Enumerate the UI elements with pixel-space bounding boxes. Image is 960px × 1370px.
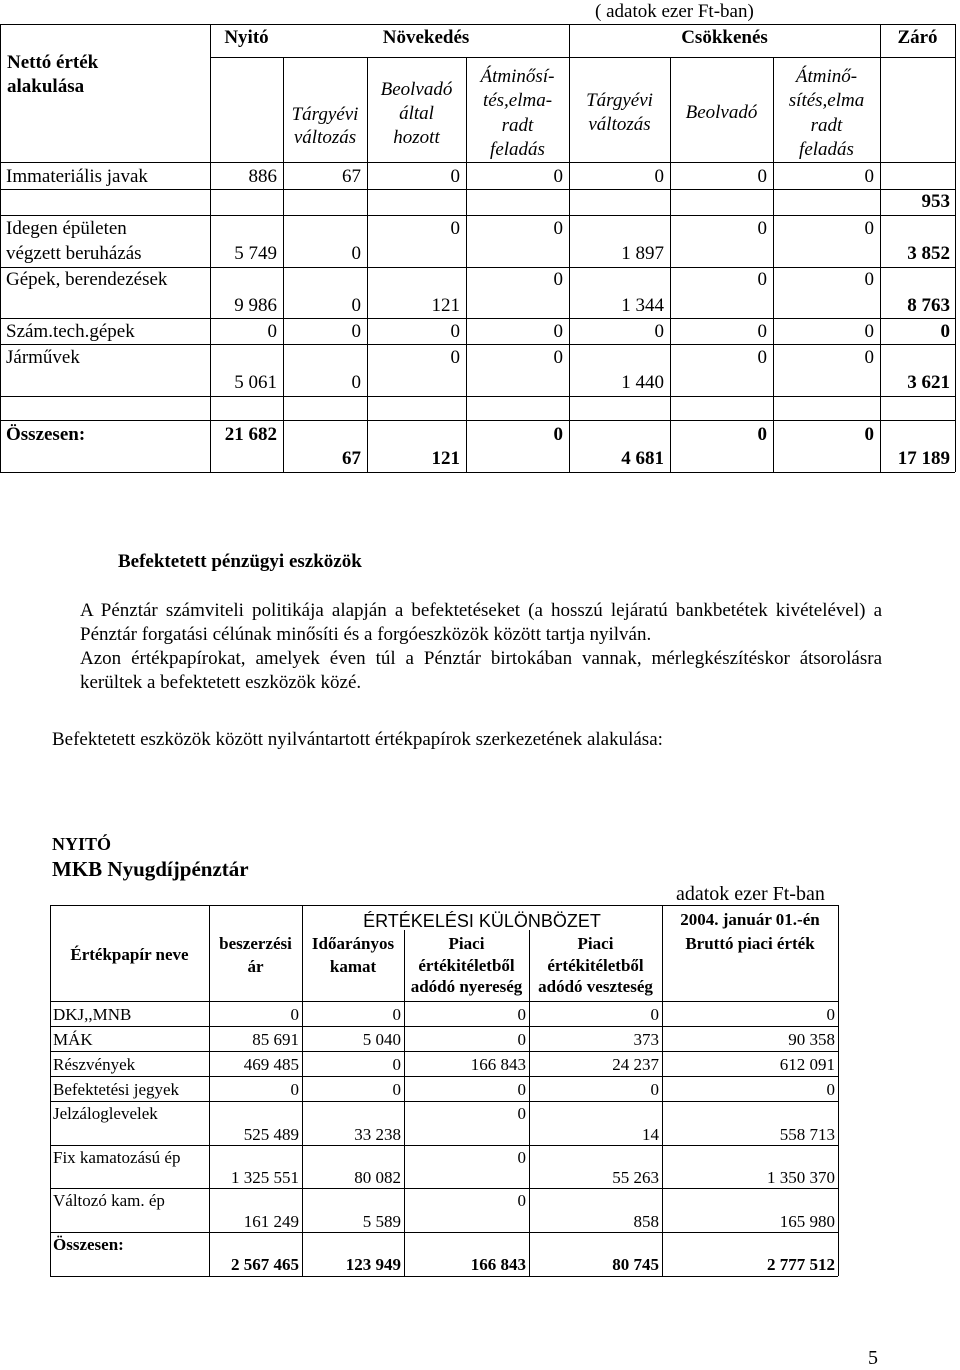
- cell-nyereseg: 166 843: [470, 1055, 526, 1074]
- page-number: 5: [868, 1347, 878, 1369]
- header-veszteseg-line3: adódó veszteség: [538, 977, 653, 996]
- header-ertekpapir-neve: Értékpapír neve: [70, 945, 189, 964]
- cell-c2: 0: [757, 269, 767, 290]
- cell-brutto: 1 350 370: [767, 1168, 835, 1187]
- cell-zaro: 8 763: [907, 295, 950, 316]
- sub-targyevi2-line1: Tárgyévi: [586, 90, 653, 111]
- cell-n1: 0: [351, 321, 361, 342]
- cell-idoaranyos: 33 238: [354, 1125, 401, 1144]
- cell-c1: 0: [654, 166, 664, 187]
- cell-c3: 0: [864, 347, 874, 368]
- header-veszteseg-line2: értékitéletből: [547, 956, 644, 975]
- row-label-line1: Idegen épületen: [6, 218, 127, 239]
- header-idoaranyos-line2: kamat: [329, 957, 377, 976]
- unit-note-2: adatok ezer Ft-ban: [676, 883, 825, 905]
- sub-atmin1-line2: tés,elma-: [482, 90, 553, 111]
- cell-nyito: 21 682: [224, 424, 277, 445]
- cell-n3: 0: [553, 218, 563, 239]
- corner-header-line1: Nettó érték: [7, 52, 99, 73]
- cell-nyereseg: 0: [517, 1191, 526, 1210]
- security-name: Jelzáloglevelek: [53, 1104, 158, 1123]
- cell-veszteseg: 373: [633, 1030, 659, 1049]
- sub-targyevi-line2: változás: [293, 127, 357, 148]
- cell-c3: 0: [864, 321, 874, 342]
- cell-idoaranyos: 123 949: [345, 1255, 401, 1274]
- cell-beszerzesi: 0: [290, 1080, 299, 1099]
- cell-beszerzesi: 161 249: [243, 1212, 299, 1231]
- header-brutto-piaci-ertek: Bruttó piaci érték: [685, 934, 815, 953]
- header-zaro: Záró: [897, 27, 938, 48]
- cell-brutto: 612 091: [779, 1055, 835, 1074]
- cell-nyereseg: 0: [517, 1080, 526, 1099]
- cell-beszerzesi: 525 489: [243, 1125, 299, 1144]
- security-name: Változó kam. ép: [53, 1191, 165, 1210]
- cell-n3: 0: [553, 269, 563, 290]
- cell-nyereseg: 0: [517, 1030, 526, 1049]
- header-idoaranyos-line1: Időarányos: [311, 934, 395, 953]
- cell-idoaranyos: 0: [392, 1080, 401, 1099]
- cell-c1: 1 344: [621, 295, 664, 316]
- cell-c2: 0: [757, 347, 767, 368]
- sub-atmin2-line4: feladás: [799, 139, 854, 160]
- cell-veszteseg: 80 745: [612, 1255, 659, 1274]
- unit-note: ( adatok ezer Ft-ban): [595, 1, 754, 22]
- cell-zaro: 953: [921, 191, 950, 212]
- header-csokkenes: Csökkenés: [681, 27, 768, 48]
- row-label: Szám.tech.gépek: [6, 321, 135, 342]
- cell-zaro: 0: [940, 321, 950, 342]
- cell-c2: 0: [757, 424, 767, 445]
- cell-beszerzesi: 85 691: [252, 1030, 299, 1049]
- cell-c3: 0: [864, 269, 874, 290]
- cell-n3: 0: [553, 347, 563, 368]
- security-name: Fix kamatozású ép: [53, 1148, 181, 1167]
- row-label: Gépek, berendezések: [6, 269, 168, 290]
- header-beszerzesi-line2: ár: [247, 957, 264, 976]
- cell-veszteseg: 858: [633, 1212, 659, 1231]
- sub-atmin1-line1: Átminősí-: [480, 66, 555, 87]
- cell-n3: 0: [553, 321, 563, 342]
- cell-c1: 4 681: [621, 448, 664, 469]
- cell-c1: 1 440: [621, 372, 664, 393]
- cell-n1: 0: [351, 372, 361, 393]
- cell-c3: 0: [864, 218, 874, 239]
- cell-brutto: 0: [826, 1005, 835, 1024]
- cell-n2: 121: [431, 295, 460, 316]
- cell-c3: 0: [864, 166, 874, 187]
- cell-c2: 0: [757, 218, 767, 239]
- securities-title-nyito: NYITÓ: [52, 834, 112, 854]
- cell-beszerzesi: 469 485: [243, 1055, 299, 1074]
- sub-targyevi-line1: Tárgyévi: [291, 104, 359, 125]
- securities-title-fund: MKB Nyugdíjpénztár: [52, 857, 249, 881]
- cell-veszteseg: 0: [650, 1005, 659, 1024]
- cell-n1: 67: [342, 166, 361, 187]
- cell-nyito: 5 061: [234, 372, 277, 393]
- cell-zaro: 3 852: [907, 243, 950, 264]
- security-name: Részvények: [53, 1055, 136, 1074]
- cell-n2: 0: [450, 218, 460, 239]
- cell-nyito: 9 986: [234, 295, 277, 316]
- header-beszerzesi-line1: beszerzési: [219, 934, 292, 953]
- cell-n1: 67: [342, 448, 361, 469]
- cell-brutto: 90 358: [788, 1030, 835, 1049]
- cell-nyito: 886: [248, 166, 277, 187]
- policy-paragraph: [80, 599, 882, 695]
- cell-n2: 0: [450, 321, 460, 342]
- cell-brutto: 0: [826, 1080, 835, 1099]
- sub-beolvado-altal-line1: Beolvadó: [380, 79, 453, 100]
- cell-n3: 0: [553, 166, 563, 187]
- security-name: Összesen:: [53, 1235, 124, 1254]
- cell-c2: 0: [757, 166, 767, 187]
- cell-veszteseg: 14: [642, 1125, 659, 1144]
- cell-nyito: 5 749: [234, 243, 277, 264]
- cell-veszteseg: 55 263: [612, 1168, 659, 1187]
- cell-c1: 0: [654, 321, 664, 342]
- security-name: DKJ,,MNB: [53, 1005, 132, 1024]
- cell-zaro: 17 189: [897, 448, 950, 469]
- cell-beszerzesi: 0: [290, 1005, 299, 1024]
- cell-beszerzesi: 1 325 551: [231, 1168, 299, 1187]
- cell-nyereseg: 0: [517, 1005, 526, 1024]
- sub-beolvado-altal-line3: hozott: [393, 127, 440, 148]
- cell-brutto: 165 980: [779, 1212, 835, 1231]
- cell-nyereseg: 166 843: [470, 1255, 526, 1274]
- cell-nyereseg: 0: [517, 1148, 526, 1167]
- securities-intro: Befektetett eszközök között nyilvántartott értékpapírok szerkezetének alakulása:: [52, 729, 663, 750]
- policy-paragraph-2: Azon értékpapírokat, amelyek éven túl a Pénztár birtokában vannak, mérlegkészítéskor átsorolásra kerültek a befektetett eszközök közé.: [80, 648, 882, 693]
- security-name: MÁK: [53, 1030, 93, 1049]
- sub-atmin2-line3: radt: [810, 115, 843, 136]
- header-novekedes: Növekedés: [382, 27, 470, 48]
- sub-atmin2-line2: sítés,elma: [788, 90, 865, 111]
- cell-n2: 121: [431, 448, 460, 469]
- cell-idoaranyos: 0: [392, 1005, 401, 1024]
- header-nyereseg-line1: Piaci: [448, 934, 485, 953]
- header-nyereseg-line3: adódó nyereség: [410, 977, 523, 996]
- security-name: Befektetési jegyek: [53, 1080, 180, 1099]
- corner-header-line2: alakulása: [7, 76, 85, 97]
- cell-veszteseg: 0: [650, 1080, 659, 1099]
- cell-c3: 0: [864, 424, 874, 445]
- cell-n2: 0: [450, 166, 460, 187]
- sub-atmin1-line4: feladás: [490, 139, 545, 160]
- cell-n3: 0: [553, 424, 563, 445]
- sub-atmin2-line1: Átminő-: [795, 66, 858, 87]
- row-label: Járművek: [6, 347, 80, 368]
- row-label-line2: végzett beruházás: [6, 243, 142, 264]
- cell-n2: 0: [450, 347, 460, 368]
- cell-idoaranyos: 80 082: [354, 1168, 401, 1187]
- header-ertekelesi-kulonbozet: ÉRTÉKELÉSI KÜLÖNBÖZET: [363, 911, 601, 931]
- header-veszteseg-line1: Piaci: [577, 934, 614, 953]
- cell-n1: 0: [351, 295, 361, 316]
- cell-idoaranyos: 0: [392, 1055, 401, 1074]
- header-date: 2004. január 01.-én: [680, 910, 820, 929]
- header-nyereseg-line2: értékitéletből: [418, 956, 515, 975]
- cell-brutto: 558 713: [779, 1125, 835, 1144]
- cell-nyito: 0: [267, 321, 277, 342]
- cell-c1: 1 897: [621, 243, 664, 264]
- sub-targyevi2-line2: változás: [588, 114, 651, 135]
- cell-brutto: 2 777 512: [767, 1255, 835, 1274]
- cell-n1: 0: [351, 243, 361, 264]
- sub-beolvado: Beolvadó: [685, 102, 758, 123]
- row-label: Összesen:: [6, 424, 86, 445]
- cell-veszteseg: 24 237: [612, 1055, 659, 1074]
- cell-nyereseg: 0: [517, 1104, 526, 1123]
- cell-beszerzesi: 2 567 465: [231, 1255, 299, 1274]
- header-nyito: Nyitó: [224, 27, 269, 48]
- cell-zaro: 3 621: [907, 372, 950, 393]
- cell-idoaranyos: 5 589: [362, 1212, 401, 1231]
- sub-beolvado-altal-line2: által: [399, 103, 434, 124]
- section-heading: Befektetett pénzügyi eszközök: [118, 551, 362, 572]
- cell-c2: 0: [757, 321, 767, 342]
- policy-paragraph-1: A Pénztár számviteli politikája alapján a befektetéseket (a hosszú lejáratú bankbetétek kivételével) a Pénztár forgatási célúnak minősíti és a forgóeszközök között tartja nyilván.: [80, 600, 882, 645]
- cell-idoaranyos: 5 040: [362, 1030, 401, 1049]
- row-label: Immateriális javak: [6, 166, 148, 187]
- sub-atmin1-line3: radt: [501, 115, 534, 136]
